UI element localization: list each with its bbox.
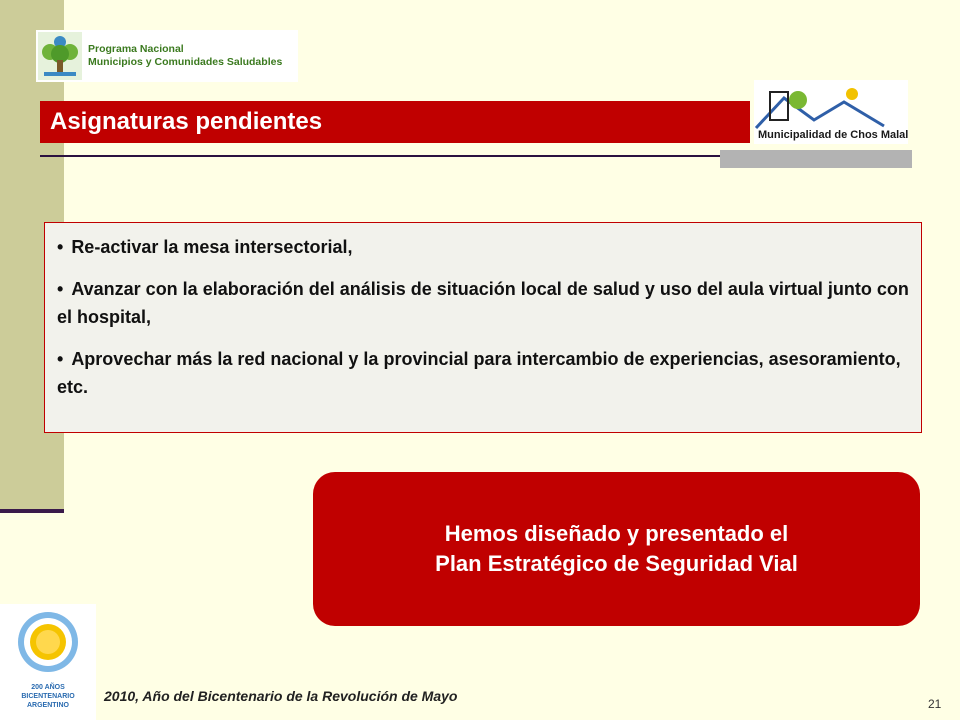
bullet-text: Avanzar con la elaboración del análisis de situación local de salud y uso del aula virtual junto con el hospital,	[57, 279, 909, 327]
program-logo-line2: Municipios y Comunidades Saludables	[88, 56, 283, 68]
sidebar-divider	[0, 509, 64, 513]
bicentenario-logo	[0, 604, 96, 720]
slide-title: Asignaturas pendientes	[50, 108, 323, 135]
grey-accent-block	[720, 150, 912, 168]
highlight-line1: Hemos diseñado y presentado el	[444, 521, 789, 546]
bicentenario-line3: ARGENTINO	[27, 702, 69, 709]
highlight-line2: Plan Estratégico de Seguridad Vial	[435, 551, 798, 576]
bullet-dot: •	[57, 237, 64, 257]
bullet-text: Re-activar la mesa intersectorial,	[71, 237, 353, 257]
municipalidad-logo	[754, 80, 908, 144]
bullet-item	[57, 275, 909, 331]
title-bar	[40, 101, 750, 143]
program-logo-line1: Programa Nacional	[88, 43, 184, 55]
tree-person-icon	[38, 32, 82, 80]
pending-items-box	[44, 222, 922, 433]
footer-caption: 2010, Año del Bicentenario de la Revolución de Mayo	[104, 688, 458, 704]
sun-emblem-icon	[0, 604, 96, 680]
bullet-text: Aprovechar más la red nacional y la provincial para intercambio de experiencias, asesoramiento, etc.	[57, 349, 901, 397]
bullet-dot: •	[57, 349, 64, 369]
highlight-callout	[313, 472, 920, 626]
bullet-item	[57, 345, 909, 401]
programa-nacional-logo	[36, 30, 298, 82]
municipality-logo-text: Municipalidad de Chos Malal	[758, 129, 908, 141]
bullet-dot: •	[57, 279, 64, 299]
page-number: 21	[928, 697, 942, 711]
bicentenario-line1: 200 AÑOS	[31, 684, 65, 691]
bicentenario-line2: BICENTENARIO	[21, 693, 75, 700]
bullet-item	[57, 233, 909, 261]
